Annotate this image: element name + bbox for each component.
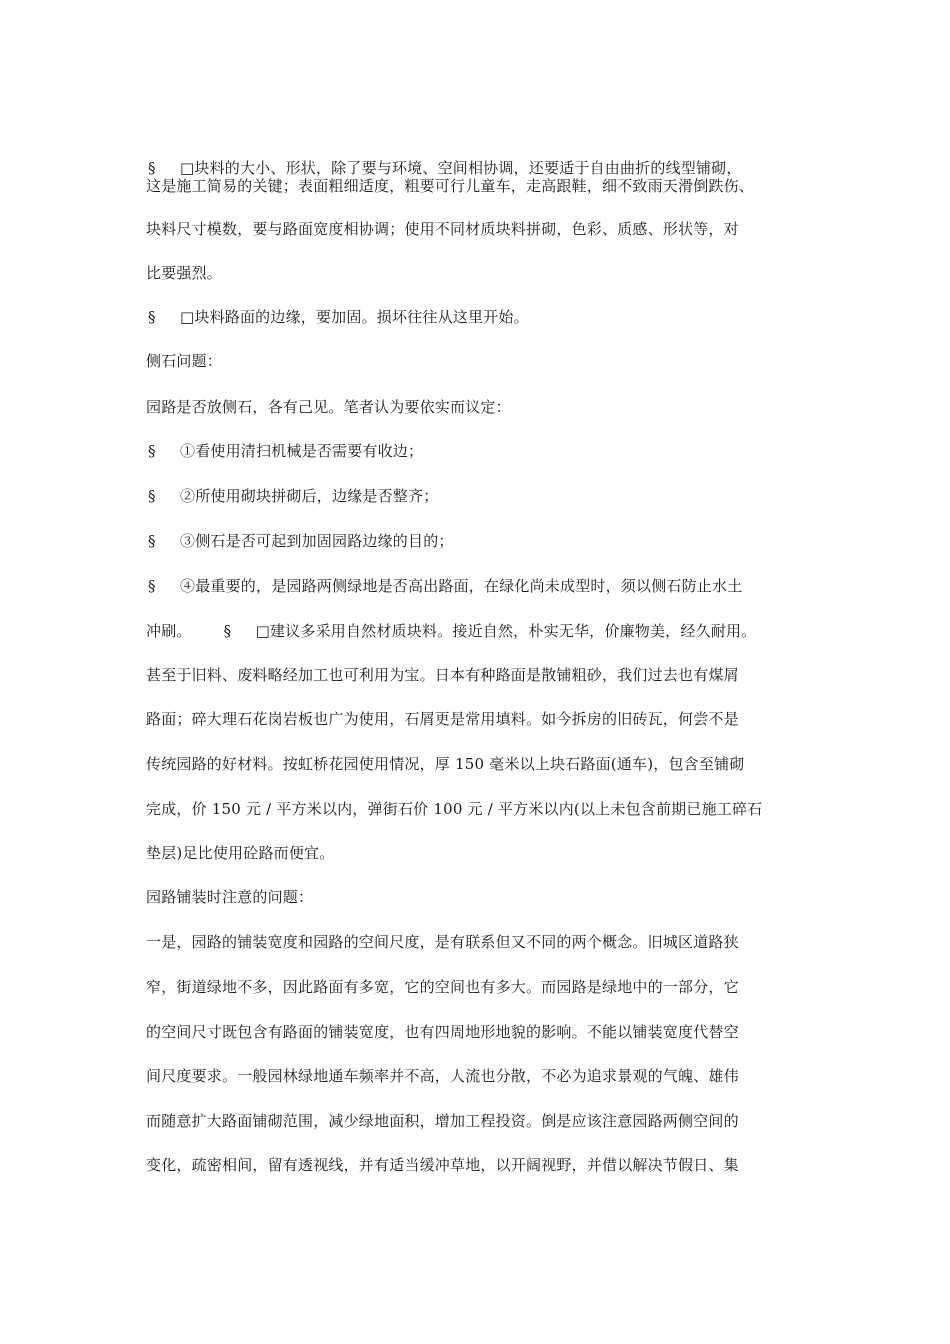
list-item: § ④最重要的，是园路两侧绿地是否高出路面，在绿化尚未成型时，须以侧石防止水土 [148, 577, 743, 595]
section-bullet: § [148, 308, 156, 326]
list-item: § ①看使用清扫机械是否需要有收边； [148, 442, 424, 460]
section-bullet: § [148, 442, 156, 460]
list-item: § ③侧石是否可起到加固园路边缘的目的； [148, 532, 454, 550]
list-item: § ②所使用砌块拼砌后，边缘是否整齐； [148, 487, 439, 505]
paragraph-line: 垫层)足比使用砼路而便宜。 [146, 844, 335, 862]
paragraph-line: § □块料路面的边缘，要加固。损坏往往从这里开始。 [148, 308, 529, 326]
section-heading: 侧石问题： [146, 352, 223, 370]
section-bullet: § [148, 159, 156, 177]
paragraph-line: 冲刷。 § □建议多采用自然材质块料。接近自然，朴实无华，价廉物美，经久耐用。 [146, 622, 757, 640]
paragraph-line: 路面；碎大理石花岗岩板也广为使用，石屑更是常用填料。如今拆房的旧砖瓦，何尝不是 [146, 710, 739, 728]
paragraph-line: 的空间尺寸既包含有路面的铺装宽度，也有四周地形地貌的影响。不能以铺装宽度代替空 [146, 1023, 739, 1041]
paragraph-line: 而随意扩大路面铺砌范围，减少绿地面积，增加工程投资。倒是应该注意园路两侧空间的 [146, 1112, 739, 1130]
paragraph-line: 间尺度要求。一般园林绿地通车频率并不高，人流也分散，不必为追求景观的气魄、雄伟 [146, 1067, 739, 1085]
section-bullet: § [148, 532, 156, 550]
section-bullet: § [148, 487, 156, 505]
paragraph-line: 窄，街道绿地不多，因此路面有多宽，它的空间也有多大。而园路是绿地中的一部分，它 [146, 978, 739, 996]
paragraph-line: 这是施工简易的关键；表面粗细适度，粗要可行儿童车，走高跟鞋，细不致雨天滑倒跌伤、 [146, 177, 755, 195]
paragraph-line: 甚至于旧料、废料略经加工也可利用为宝。日本有种路面是散铺粗砂，我们过去也有煤屑 [146, 666, 739, 684]
paragraph-line: 比要强烈。 [146, 264, 223, 282]
paragraph-line: 变化，疏密相间，留有透视线，并有适当缓冲草地，以开阔视野，并借以解决节假日、集 [146, 1156, 739, 1174]
paragraph-line: 传统园路的好材料。按虹桥花园使用情况，厚 150 毫米以上块石路面(通车)，包含至铺砌 [146, 755, 745, 773]
section-heading: 园路铺装时注意的问题： [146, 888, 314, 906]
paragraph-line: § □块料的大小、形状，除了要与环境、空间相协调，还要适于自由曲折的线型铺砌， [148, 159, 742, 177]
paragraph-line: 园路是否放侧石，各有己见。笔者认为要依实而议定： [146, 398, 511, 416]
paragraph-line: 完成，价 150 元 / 平方米以内，弹街石价 100 元 / 平方米以内(以上未包含前期已施工碎石 [146, 800, 763, 818]
paragraph-line: 块料尺寸模数，要与路面宽度相协调；使用不同材质块料拼砌，色彩、质感、形状等，对 [146, 220, 739, 238]
paragraph-line: 一是，园路的铺装宽度和园路的空间尺度，是有联系但又不同的两个概念。旧城区道路狭 [146, 933, 739, 951]
section-bullet: § [148, 577, 156, 595]
section-bullet: § [223, 622, 232, 640]
